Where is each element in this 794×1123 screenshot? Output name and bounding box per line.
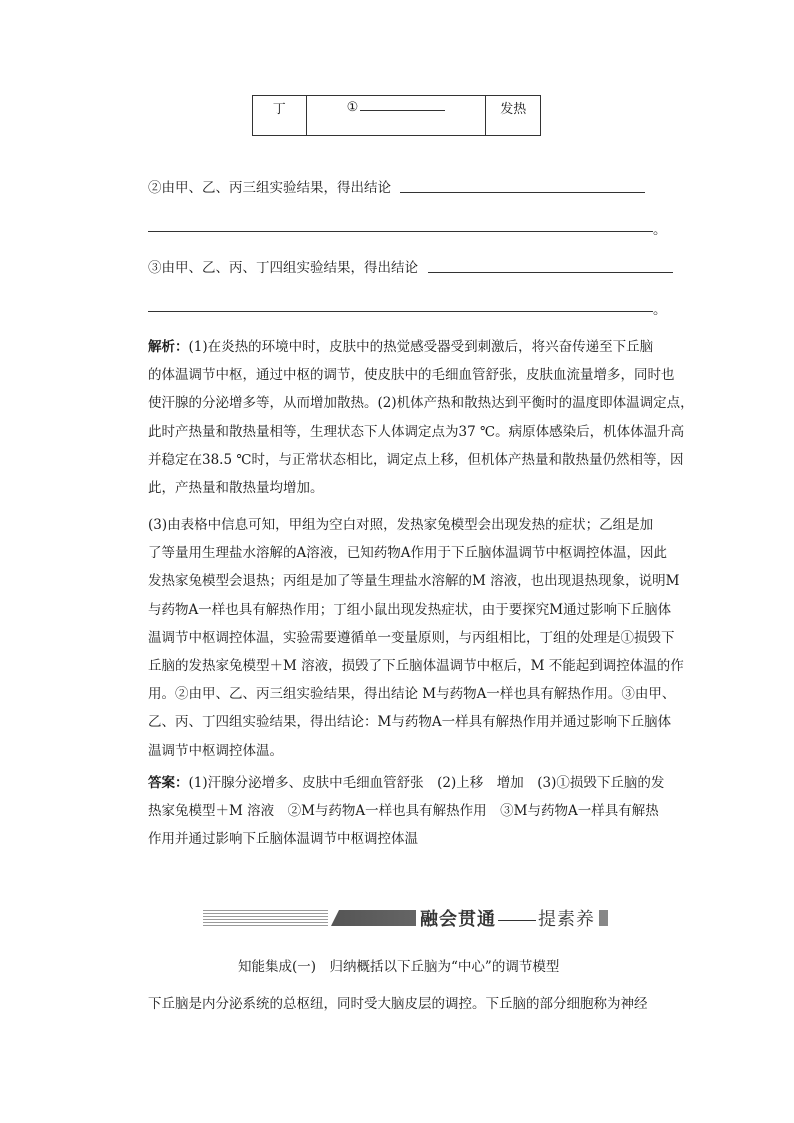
analysis-label: 解析： xyxy=(148,339,189,355)
analysis-paragraph xyxy=(148,333,694,502)
answer-blank xyxy=(428,272,673,273)
text-line: 温调节中枢调控体温，实验需要遵循单一变量原则，与丙组相比，丁组的处理是①损毁下 xyxy=(148,629,675,646)
text-line: 温调节中枢调控体温。 xyxy=(148,742,283,759)
banner-stripes xyxy=(203,910,328,926)
text-line: 此，产热量和散热量均增加。 xyxy=(148,479,324,496)
result-cell: 发热 xyxy=(486,96,541,136)
text-line: 热家兔模型＋M 溶液 ②M与药物A一样也具有解热作用 ③M与药物A一样具有解热 xyxy=(148,803,659,820)
analysis-paragraph-2 xyxy=(148,511,684,765)
text-line: 答案：(1)汗腺分泌增多、皮肤中毛细血管舒张 (2)上移 增加 (3)①损毁下丘脑的发 xyxy=(148,775,665,791)
text-line: 乙、丙、丁四组实验结果，得出结论：M与药物A一样具有解热作用并通过影响下丘脑体 xyxy=(148,714,672,731)
treatment-label: ① xyxy=(346,100,359,115)
text-line: (3)由表格中信息可知，甲组为空白对照，发热家兔模型会出现发热的症状；乙组是加 xyxy=(148,517,654,533)
period: 。 xyxy=(653,222,667,238)
text-line: 解析：(1)在炎热的环境中时，皮肤中的热觉感受器受到刺激后，将兴奋传递至下丘脑 xyxy=(148,339,654,355)
section-subtitle: 知能集成(一) 归纳概括以下丘脑为“中心”的调节模型 xyxy=(238,959,560,975)
question-3: ③由甲、乙、丙、丁四组实验结果，得出结论 xyxy=(148,260,418,276)
answer-label: 答案： xyxy=(148,775,189,791)
banner-title: 融会贯通 提素养 xyxy=(416,905,599,931)
text-line: 作用并通过影响下丘脑体温调节中枢调控体温 xyxy=(148,831,418,848)
treatment-cell xyxy=(306,96,486,136)
text-line: 发热家兔模型会退热；丙组是加了等量生理盐水溶解的M 溶液，也出现退热现象，说明M xyxy=(148,573,680,590)
text-line: 的体温调节中枢，通过中枢的调节，使皮肤中的毛细血管舒张，皮肤血流量增多，同时也 xyxy=(148,367,675,384)
text-line: 用。②由甲、乙、丙三组实验结果，得出结论 M与药物A一样也具有解热作用。③由甲、 xyxy=(148,686,676,703)
question-2: ②由甲、乙、丙三组实验结果，得出结论 xyxy=(148,180,391,196)
text-line: 丘脑的发热家兔模型＋M 溶液，损毁了下丘脑体温调节中枢后，M 不能起到调控体温的作 xyxy=(148,657,684,674)
period: 。 xyxy=(653,302,667,318)
text-line: 了等量用生理盐水溶解的A溶液，已知药物A作用于下丘脑体温调节中枢调控体温，因此 xyxy=(148,545,667,562)
table-row xyxy=(253,96,541,136)
banner-dash xyxy=(498,920,536,921)
answer-paragraph xyxy=(148,769,678,854)
body-text: 下丘脑是内分泌系统的总枢纽，同时受大脑皮层的调控。下丘脑的部分细胞称为神经 xyxy=(148,996,648,1012)
answer-blank xyxy=(148,311,653,312)
answer-blank xyxy=(400,192,645,193)
group-cell: 丁 xyxy=(253,96,307,136)
text-line: 此时产热量和散热量相等，生理状态下人体调定点为37 ℃。病原体感染后，机体体温升高 xyxy=(148,423,685,440)
section-banner xyxy=(203,905,613,931)
text-line: 并稳定在38.5 ℃时，与正常状态相比，调定点上移，但机体产热量和散热量仍然相等，因 xyxy=(148,451,684,468)
experiment-table xyxy=(252,95,541,136)
answer-blank xyxy=(360,98,445,111)
text-line: 使汗腺的分泌增多等，从而增加散热。(2)机体产热和散热达到平衡时的温度即体温调定点， xyxy=(148,395,694,412)
text-line: 与药物A一样也具有解热作用；丁组小鼠出现发热症状，由于要探究M通过影响下丘脑体 xyxy=(148,601,672,618)
answer-blank xyxy=(148,231,653,232)
